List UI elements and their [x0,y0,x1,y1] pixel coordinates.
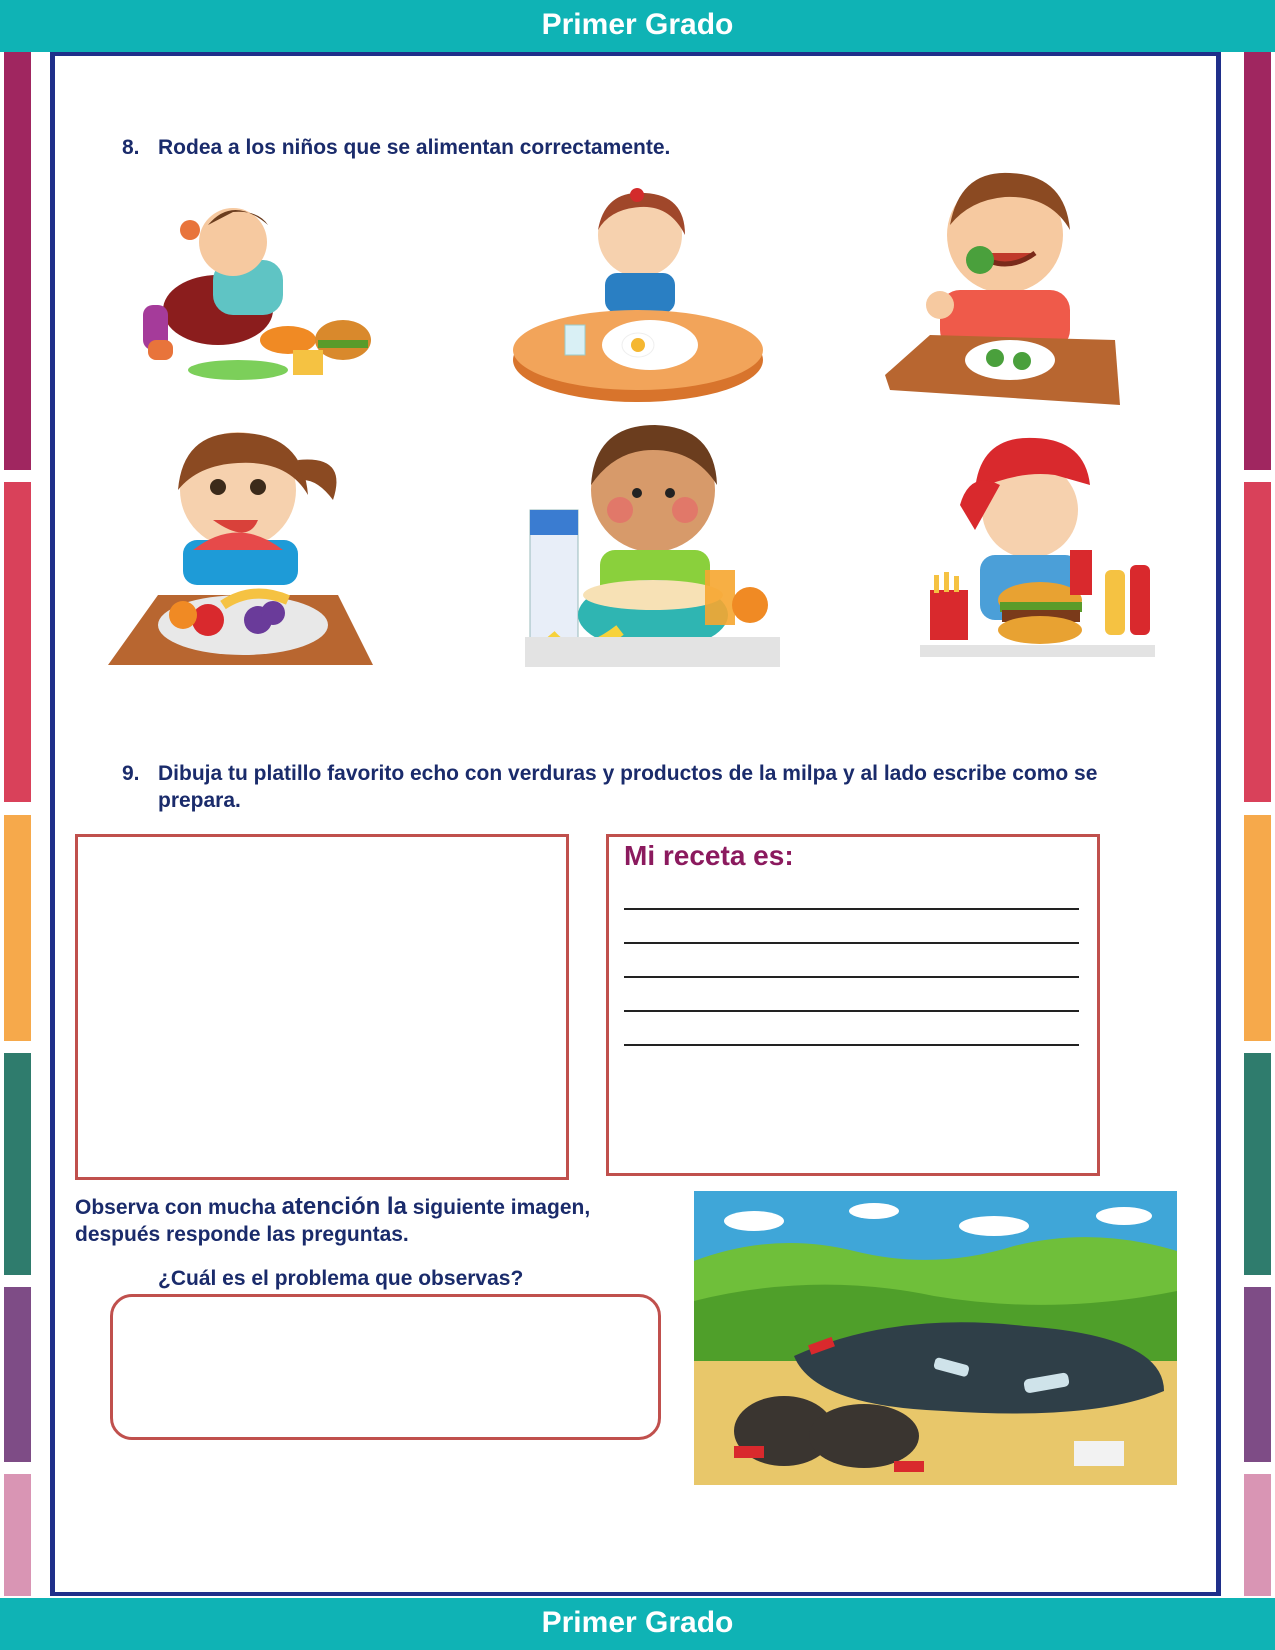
answer-box[interactable] [110,1294,661,1440]
writing-line[interactable] [624,1010,1079,1012]
strip-segment [4,815,31,1041]
strip-segment [4,1053,31,1275]
recipe-box[interactable] [606,834,1100,1176]
question-8-title [122,134,670,161]
instruction-text: después responde las preguntas. [75,1223,409,1246]
instruction-text-emphasis: atención la [281,1193,407,1220]
writing-line[interactable] [624,942,1079,944]
question-text: prepara. [158,789,241,812]
strip-segment [1244,1474,1271,1596]
strip-segment [4,1287,31,1462]
boy-junk-food-image[interactable] [118,190,378,390]
strip-segment [1244,815,1271,1041]
observe-instruction [75,1193,675,1248]
strip-segment [1244,482,1271,802]
question-text: Dibuja tu platillo favorito echo con verduras y productos de la milpa y al lado escribe como se [158,762,1098,785]
question-9-title [122,760,1202,814]
strip-segment [1244,1287,1271,1462]
recipe-title: Mi receta es: [624,840,794,871]
drawing-area[interactable] [75,834,569,1180]
boy-broccoli-image[interactable] [880,165,1125,410]
writing-line[interactable] [624,908,1079,910]
instruction-text: siguiente imagen, [406,1196,591,1219]
footer-banner [0,1598,1275,1650]
polluted-lake-image[interactable] [694,1191,1177,1485]
instruction-text: Observa con mucha [75,1196,282,1219]
writing-line[interactable] [624,1044,1079,1046]
grade-label: Primer Grado [541,1606,734,1639]
header-banner [0,0,1275,52]
strip-segment [4,482,31,802]
boy-hamburger-image[interactable] [920,430,1155,665]
question-number: 9. [122,762,140,785]
girl-egg-plate-image[interactable] [510,185,765,410]
strip-segment [4,1474,31,1596]
boy-breakfast-image[interactable] [525,415,780,670]
strip-segment [4,52,31,470]
problem-question: ¿Cuál es el problema que observas? [158,1267,524,1290]
question-number: 8. [122,136,140,159]
girl-fruit-image[interactable] [108,425,373,670]
question-text: Rodea a los niños que se alimentan correctamente. [158,136,671,159]
strip-segment [1244,52,1271,470]
strip-segment [1244,1053,1271,1275]
grade-label: Primer Grado [541,8,734,41]
writing-line[interactable] [624,976,1079,978]
